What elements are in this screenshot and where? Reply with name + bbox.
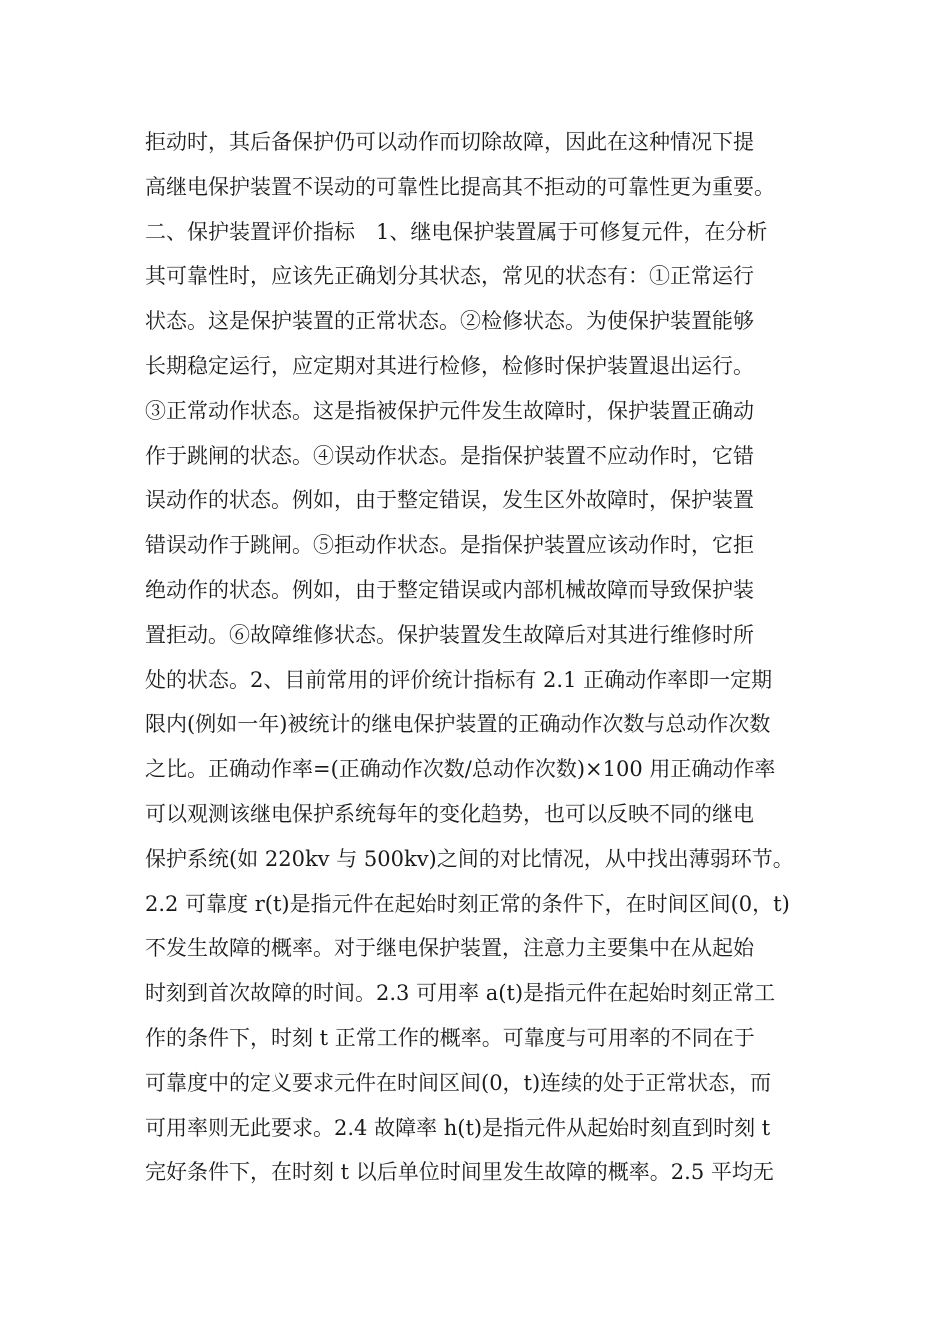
text-line: 高继电保护装置不误动的可靠性比提高其不拒动的可靠性更为重要。 <box>145 174 775 199</box>
text-line: 2.2 可靠度 r(t)是指元件在起始时刻正常的条件下，在时间区间(0，t) <box>145 891 790 916</box>
body-text <box>145 120 825 1195</box>
text-line: 误动作的状态。例如，由于整定错误，发生区外故障时，保护装置 <box>145 488 754 513</box>
text-line: 完好条件下，在时刻 t 以后单位时间里发生故障的概率。2.5 平均无 <box>145 1160 774 1185</box>
text-line: 拒动时，其后备保护仍可以动作而切除故障，因此在这种情况下提 <box>145 130 754 154</box>
text-line: 绝动作的状态。例如，由于整定错误或内部机械故障而导致保护装 <box>145 577 754 602</box>
text-line: 可用率则无此要求。2.4 故障率 h(t)是指元件从起始时刻直到时刻 t <box>145 1115 771 1140</box>
text-line: 长期稳定运行，应定期对其进行检修，检修时保护装置退出运行。 <box>145 353 754 378</box>
text-line: 处的状态。2、目前常用的评价统计指标有 2.1 正确动作率即一定期 <box>145 667 773 692</box>
text-line: 限内(例如一年)被统计的继电保护装置的正确动作次数与总动作次数 <box>145 712 771 737</box>
text-line: 状态。这是保护装置的正常状态。②检修状态。为使保护装置能够 <box>145 309 754 334</box>
text-line: 保护系统(如 220kv 与 500kv)之间的对比情况，从中找出薄弱环节。 <box>145 846 794 871</box>
text-line: 作的条件下，时刻 t 正常工作的概率。可靠度与可用率的不同在于 <box>145 1025 755 1050</box>
text-line: 时刻到首次故障的时间。2.3 可用率 a(t)是指元件在起始时刻正常工 <box>145 981 776 1006</box>
text-line: 二、保护装置评价指标 1、继电保护装置属于可修复元件，在分析 <box>145 219 768 244</box>
text-line: 错误动作于跳闸。⑤拒动作状态。是指保护装置应该动作时，它拒 <box>145 533 754 558</box>
text-line: 作于跳闸的状态。④误动作状态。是指保护装置不应动作时，它错 <box>145 443 754 468</box>
text-line: ③正常动作状态。这是指被保护元件发生故障时，保护装置正确动 <box>145 398 754 423</box>
text-line: 之比。正确动作率=(正确动作次数/总动作次数)×100 用正确动作率 <box>145 757 776 782</box>
text-line: 可以观测该继电保护系统每年的变化趋势，也可以反映不同的继电 <box>145 801 754 826</box>
text-line: 可靠度中的定义要求元件在时间区间(0，t)连续的处于正常状态，而 <box>145 1070 772 1095</box>
text-line: 不发生故障的概率。对于继电保护装置，注意力主要集中在从起始 <box>145 936 754 961</box>
text-line: 置拒动。⑥故障维修状态。保护装置发生故障后对其进行维修时所 <box>145 622 754 647</box>
text-line: 其可靠性时，应该先正确划分其状态，常见的状态有：①正常运行 <box>145 264 754 289</box>
